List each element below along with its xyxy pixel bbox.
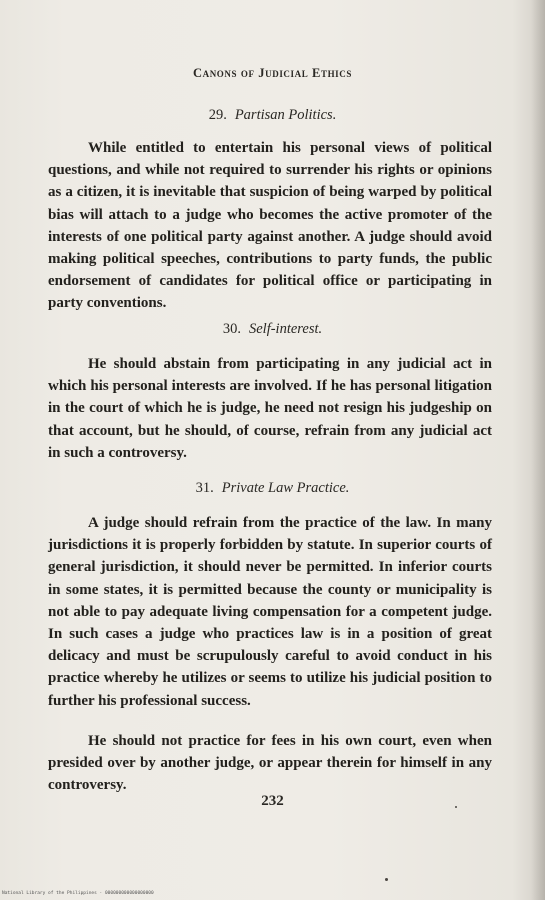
paragraph: While entitled to entertain his personal views of political questions, and while not required to surrender his rights or opinions as a citizen, it is inevitable that suspicion of being warped by political bias will attach to a judge who becomes the active promoter of the interests of one political party against another. A judge should avoid making political speeches, contributions to party funds, the public endorsement of candidates for political office or participating in party conventions. xyxy=(48,140,492,312)
running-head: Canons of Judicial Ethics xyxy=(192,66,352,80)
section-heading-29 xyxy=(0,107,545,124)
paragraph: He should abstain from participating in any judicial act in which his personal interests are involved. If he has personal litigation in the court of which he is judge, he need not resign his judgeship on that account, but he should, of course, refrain from any judicial act in such a controversy. xyxy=(48,356,492,461)
section-title: Private Law Practice. xyxy=(221,480,350,496)
scan-footer-stamp: National Library of the Philippines · 000000000000000000 xyxy=(2,891,154,896)
section-title: Self-interest. xyxy=(248,321,323,337)
page-number: 232 xyxy=(261,793,284,809)
section-number: 29. xyxy=(208,107,227,123)
section-heading-31 xyxy=(0,480,545,497)
section-number: 31. xyxy=(195,480,214,496)
paragraph: He should not practice for fees in his own court, even when presided over by another judge, or appear therein for himself in any controversy. xyxy=(48,733,492,794)
ink-speck xyxy=(455,806,457,808)
section-title: Partisan Politics. xyxy=(234,107,337,123)
paragraph: A judge should refrain from the practice of the law. In many jurisdictions it is properly forbidden by statute. In superior courts of general jurisdiction, it should never be permitted. In inferior courts in some states, it is permitted because the county or municipality is not able to pay adequate living compensation for a competent judge. In such cases a judge who practices law is in a position of great delicacy and must be scrupulously careful to avoid conduct in his practice whereby he utilizes or seems to utilize his judicial position to further his professional success. xyxy=(48,515,492,709)
section-heading-30 xyxy=(0,321,545,338)
page-edge-shadow xyxy=(531,0,545,900)
section-number: 30. xyxy=(222,321,241,337)
ink-speck xyxy=(385,878,388,881)
